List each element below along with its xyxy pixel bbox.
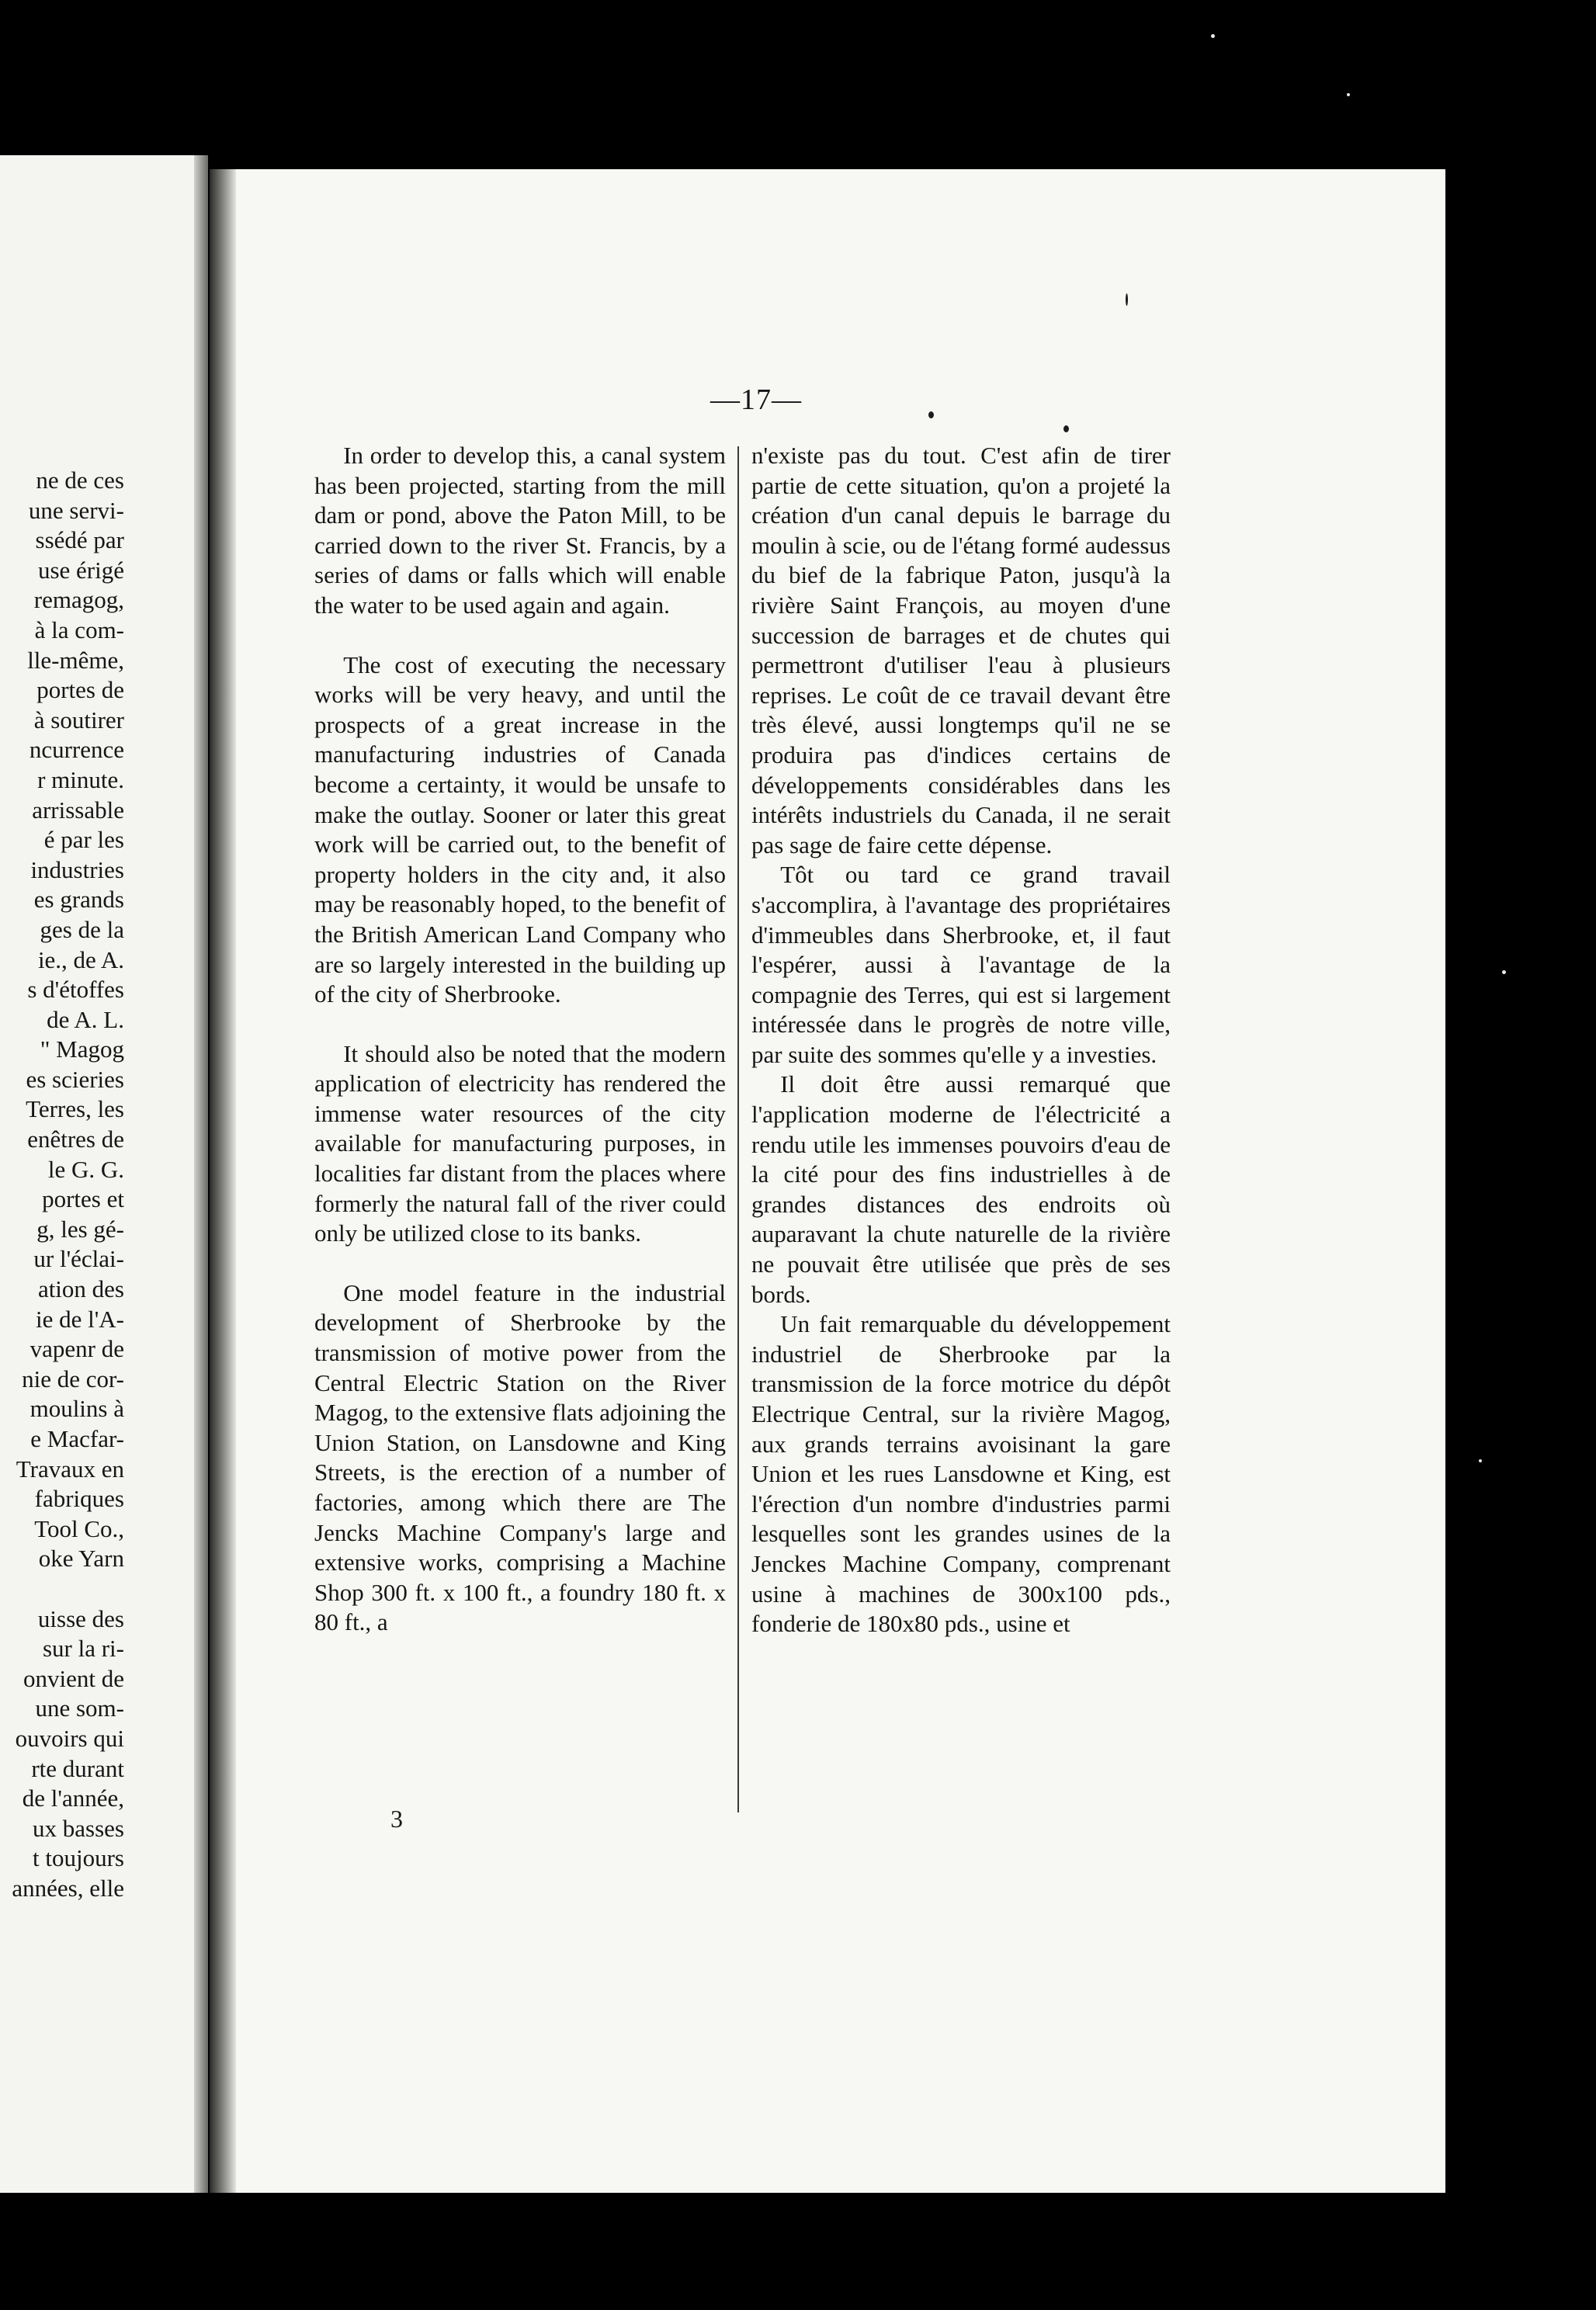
left-page-line: oke Yarn — [38, 1545, 124, 1573]
english-paragraph: It should also be noted that the modern application of electricity has rendered the immense water resources of the city available for manufacturing purposes, in localities far distant from the places where formerly the natural fall of the river could only be utilized close to its banks. — [314, 1039, 726, 1247]
left-page-line: ssédé par — [35, 526, 124, 554]
english-paragraph: One model feature in the industrial development of Sherbrooke by the transmission of motive power from the Central Electric Station on the River Magog, to the extensive flats adjoining the Union Station, on Lansdowne and King Streets, is the erection of a number of factories, among which there are The Jencks Machine Company's large and extensive works, comprising a Machine Shop 300 ft. x 100 ft., a foundry 180 ft. x 80 ft., a — [314, 1278, 726, 1636]
left-page-line: le G. G. — [47, 1155, 124, 1183]
left-page-line: lle-même, — [27, 646, 124, 674]
left-page-line: uisse des — [37, 1604, 124, 1632]
dust-speck — [1479, 1459, 1482, 1462]
left-page-line: années, elle — [12, 1874, 124, 1902]
left-page-line: use érigé — [37, 556, 124, 584]
left-page-line: sur la ri- — [42, 1635, 124, 1663]
page-number: —17— — [710, 383, 802, 416]
left-page-line — [0, 1574, 124, 1604]
left-page-gutter-shadow — [194, 155, 208, 2193]
left-page-line: une som- — [35, 1694, 124, 1722]
left-page-line: arrissable — [32, 796, 124, 824]
french-paragraph: Un fait remarquable du développement industriel de Sherbrooke par la transmission de la force motrice du dépôt Electrique Central, sur la rivière Magog, aux grands terrains avoisinant la gare Union et les rues Lansdowne et King, est l'érection d'un nombre d'industries parmi lesquelles sont les grandes usines de la Jenckes Machine Company, comprenant usine à machines de 300x100 pds., fonderie de 180x80 pds., usine et — [751, 1310, 1171, 1638]
left-page-line: enêtres de — [27, 1126, 124, 1153]
left-page-line: s d'étoffes — [27, 976, 124, 1004]
left-page-line: ie., de A. — [37, 945, 124, 973]
column-divider — [737, 446, 739, 1812]
english-column — [314, 441, 726, 1638]
left-page-line: ouvoirs qui — [15, 1724, 124, 1752]
dust-speck — [1211, 34, 1215, 38]
ink-speck — [1126, 293, 1128, 306]
left-page-line: remagog, — [33, 586, 124, 614]
left-page-line: ation des — [37, 1275, 124, 1303]
left-page-line: une servi- — [28, 496, 124, 524]
french-paragraph: Tôt ou tard ce grand travail s'accomplira, à l'avantage des propriétaires d'immeubles dans Sherbrooke, et, il faut l'espérer, aussi à l'avantage de la compagnie des Terres, qui est si largement intéressée dans le progrès de notre ville, par suite des sommes qu'elle y a investies. — [751, 861, 1171, 1068]
left-page-line: g, les gé- — [36, 1215, 124, 1243]
left-page-line: nie de cor- — [22, 1365, 124, 1393]
left-page-line: onvient de — [23, 1664, 124, 1692]
left-page-line: industries — [30, 855, 124, 883]
left-page-line: rte durant — [31, 1754, 124, 1782]
signature-mark: 3 — [390, 1805, 403, 1833]
english-paragraph: The cost of executing the necessary works will be very heavy, and until the prospects of a great increase in the manufacturing industries of Canada become a certainty, it would be unsafe to make the outlay. Sooner or later this great work will be carried out, to the benefit of property holders in the city and, it also may be reasonably hoped, to the benefit of the British American Land Company who are so largely interested in the building up of the city of Sherbrooke. — [314, 650, 726, 1008]
left-page-line: portes et — [42, 1185, 124, 1213]
left-page-line: e Macfar- — [30, 1425, 124, 1452]
french-column — [751, 441, 1171, 1639]
left-page-line: es grands — [33, 886, 124, 914]
left-page-line: " Magog — [40, 1035, 124, 1063]
left-page-line: à soutirer — [33, 706, 124, 734]
left-page-line: Tool Co., — [34, 1514, 124, 1542]
ink-speck — [1063, 425, 1069, 432]
left-page-line: ux basses — [33, 1814, 124, 1842]
dust-speck — [1347, 93, 1350, 96]
left-page-line: moulins à — [29, 1395, 124, 1423]
left-page-line: portes de — [36, 676, 124, 704]
left-page-text-fragments — [0, 466, 124, 1904]
left-page-line: es scieries — [26, 1065, 124, 1093]
left-page-line: fabriques — [34, 1485, 124, 1513]
left-page-line: vapenr de — [29, 1335, 124, 1363]
left-page-line: ur l'éclai- — [33, 1245, 124, 1273]
left-page-line: r minute. — [37, 765, 124, 793]
left-page-line: é par les — [43, 826, 124, 854]
left-page-line: ne de ces — [36, 467, 124, 494]
left-page-line: de A. L. — [47, 1005, 124, 1033]
left-page-line: ges de la — [40, 915, 124, 943]
left-page-line: Travaux en — [16, 1455, 124, 1483]
left-page-line: Terres, les — [26, 1095, 124, 1123]
left-page-line: ie de l'A- — [35, 1305, 124, 1333]
left-page-line: de l'année, — [22, 1785, 124, 1812]
french-paragraph: n'existe pas du tout. C'est afin de tirer partie de cette situation, qu'on a projeté la création d'un canal depuis le barrage du moulin à scie, ou de l'étang formé audessus du bief de la fabrique Paton, jusqu'à la rivière Saint François, au moyen d'une succession de barrages et de chutes qui permettront d'utiliser l'eau à plusieurs reprises. Le coût de ce travail devant être très élevé, aussi longtemps qu'il ne se produira pas d'indices certains de développements considérables dans les intérêts industriels du Canada, il ne serait pas sage de faire cette dépense. — [751, 442, 1171, 858]
right-page-gutter-shadow — [210, 169, 236, 2193]
left-page-line: ncurrence — [29, 736, 124, 764]
ink-speck — [928, 411, 934, 418]
left-page-line: à la com- — [34, 616, 124, 643]
english-paragraph: In order to develop this, a canal system has been projected, starting from the mill dam or pond, above the Paton Mill, to be carried down to the river St. Francis, by a series of dams or falls which will enable the water to be used again and again. — [314, 442, 726, 619]
dust-speck — [1502, 970, 1506, 974]
french-paragraph: Il doit être aussi remarqué que l'application moderne de l'électricité a rendu utile les immenses pouvoirs d'eau de la cité pour des fins industrielles à de grandes distances des endroits où auparavant la chute naturelle de la rivière ne pouvait être utilisée que près de ses bords. — [751, 1070, 1171, 1308]
left-page-line: t toujours — [33, 1844, 124, 1872]
